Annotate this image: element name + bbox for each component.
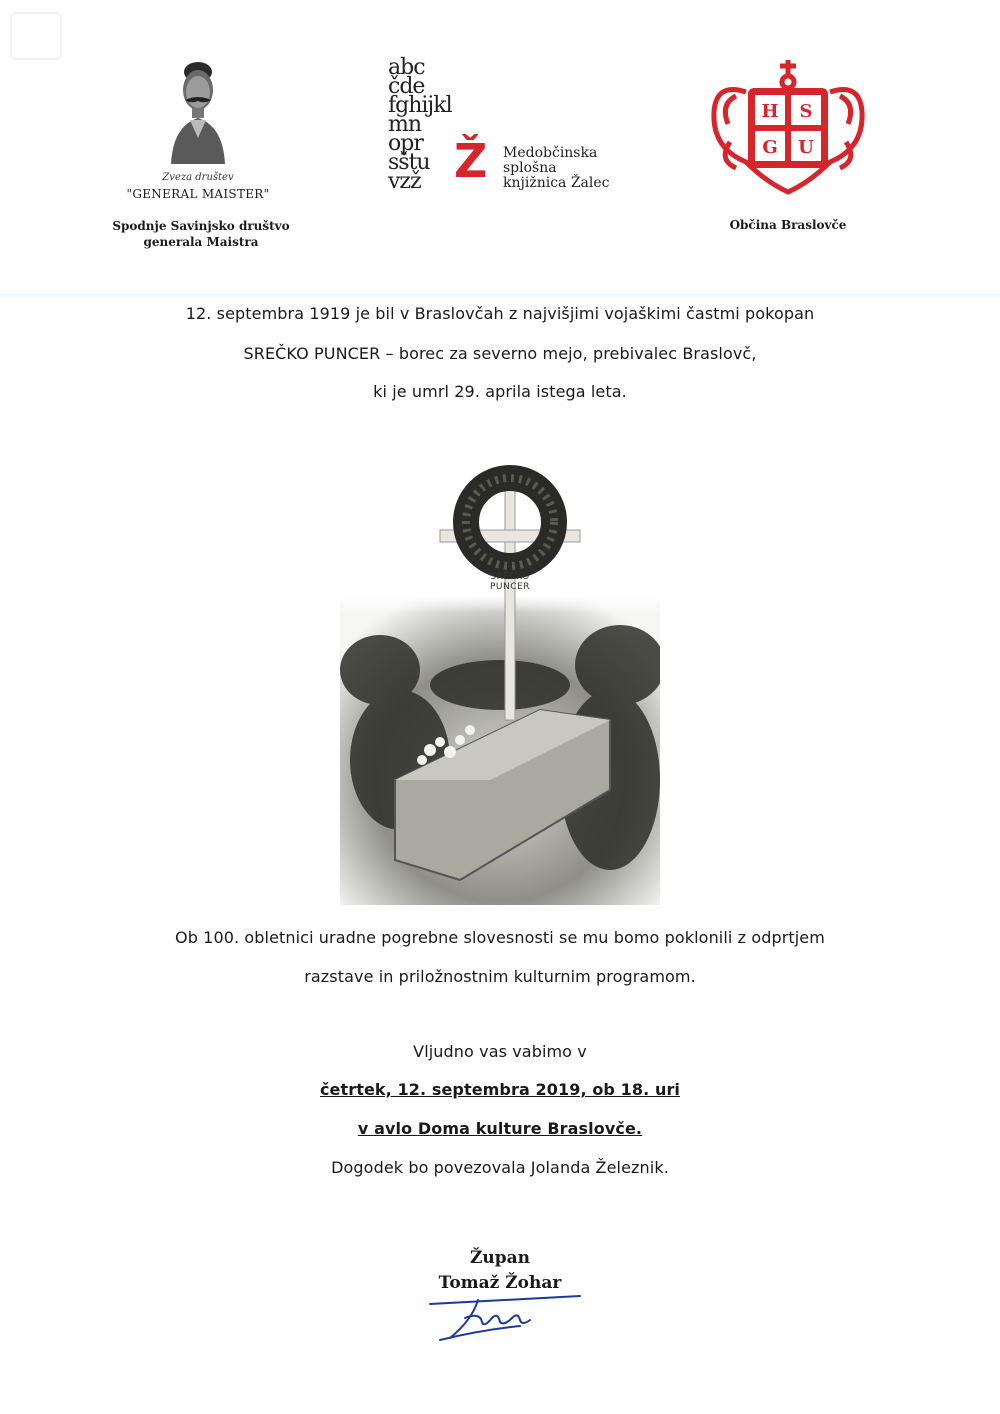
signature-name: Tomaž Žohar	[438, 1273, 562, 1293]
letters-row-6: sštu	[388, 150, 430, 175]
library-red-z-icon: Ž	[454, 134, 488, 188]
coat-letter-u: U	[798, 137, 814, 158]
signature-title: Župan	[469, 1248, 531, 1268]
photo-inscription: SREČKO PUNCER	[490, 572, 530, 592]
maister-portrait	[165, 54, 229, 164]
braslovce-coat-of-arms	[706, 52, 870, 200]
letters-row-1: abc	[388, 55, 425, 80]
body-line-2: razstave in priložnostnim kulturnim programom.	[304, 967, 696, 986]
coat-letter-h: H	[761, 101, 779, 122]
watermark-logo	[10, 12, 62, 60]
header-divider	[0, 294, 1000, 299]
event-date: četrtek, 12. septembra 2019, ob 18. uri	[319, 1080, 681, 1099]
maister-name-label: "GENERAL MAISTER"	[126, 187, 270, 201]
letters-row-7: vzž	[388, 169, 421, 194]
event-host: Dogodek bo povezovala Jolanda Železnik.	[331, 1158, 669, 1177]
body-line-1: Ob 100. obletnici uradne pogrebne slovesnosti se mu bomo poklonili z odprtjem	[175, 928, 825, 947]
letters-row-5: opr	[388, 131, 423, 156]
library-name	[503, 146, 610, 191]
left-logo-caption-1: Spodnje Savinjsko društvo	[112, 219, 290, 233]
letters-row-2: čde	[388, 74, 425, 99]
letters-row-4: mn	[388, 112, 422, 137]
event-place: v avlo Doma kulture Braslovče.	[357, 1119, 643, 1138]
library-name-line3: knjižnica Žalec	[503, 175, 610, 191]
coat-letter-s: S	[799, 101, 813, 122]
intro-line-1: 12. septembra 1919 je bil v Braslovčah z najvišjimi vojaškimi častmi pokopan	[185, 304, 815, 323]
maister-small-label: Zveza društev	[162, 172, 234, 183]
intro-line-2: SREČKO PUNCER – borec za severno mejo, prebivalec Braslovč,	[243, 344, 757, 363]
invite-line: Vljudno vas vabimo v	[413, 1042, 587, 1061]
library-name-line2: splošna	[503, 160, 557, 176]
library-name-line1: Medobčinska	[503, 145, 598, 161]
handwritten-signature	[420, 1290, 590, 1350]
letters-row-3: fghijkl	[388, 93, 452, 118]
braslovce-caption: Občina Braslovče	[729, 218, 847, 232]
left-logo-caption-2: generala Maistra	[143, 235, 259, 249]
intro-line-3: ki je umrl 29. aprila istega leta.	[373, 382, 627, 401]
coat-letter-g: G	[762, 137, 778, 158]
grave-photo	[340, 460, 660, 905]
